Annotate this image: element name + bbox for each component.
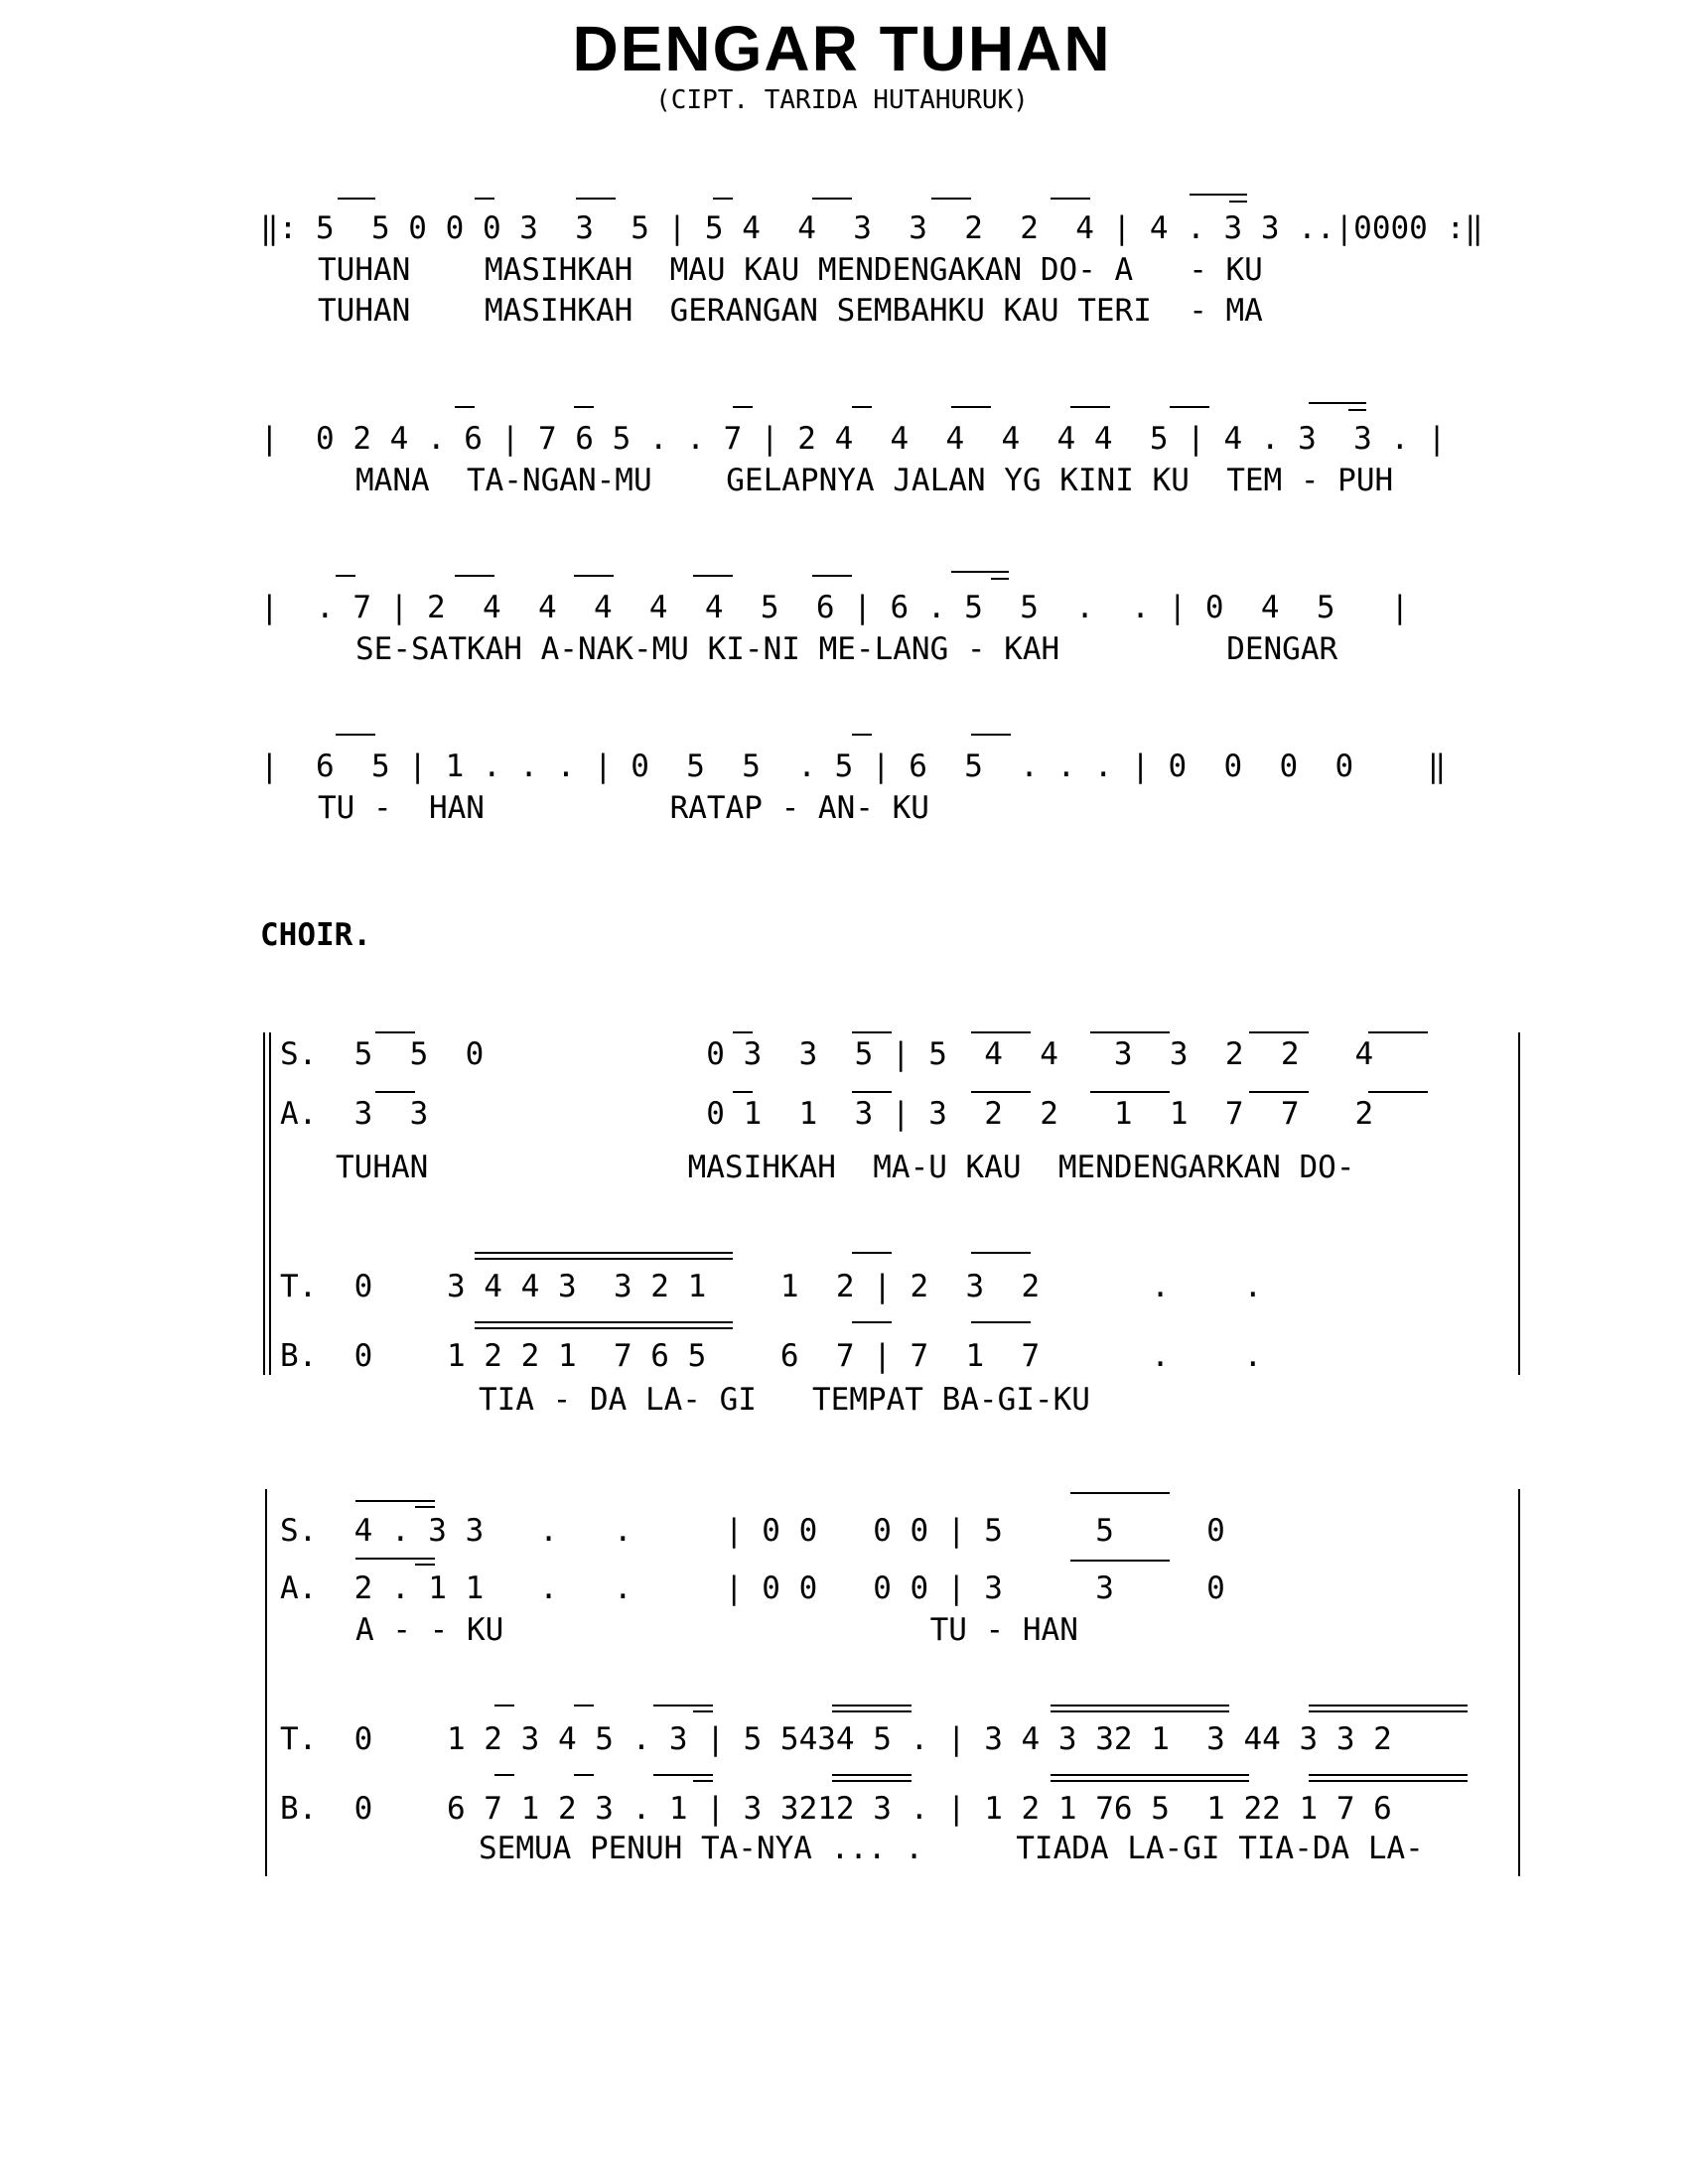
melody-line-1 bbox=[260, 195, 1483, 329]
melody-line-4-notes: | 6 5 | 1 . . . | 0 5 5 . 5 | 6 5 . . . | 0 0 0 0 ‖ bbox=[260, 749, 1447, 784]
melody-line-4-lyric: TU - HAN RATAP - AN- KU bbox=[318, 790, 929, 826]
choir-system-2 bbox=[266, 1489, 1519, 1876]
bass-part-1: B. 0 1 2 2 1 7 6 5 6 7 | 7 1 7 . . bbox=[280, 1338, 1263, 1374]
alto-part-1: A. 3 3 0 1 1 3 | 3 2 2 1 1 7 7 2 bbox=[280, 1096, 1374, 1132]
melody-line-2 bbox=[260, 403, 1446, 498]
melody-line-3 bbox=[260, 572, 1409, 667]
melody-line-2-beams bbox=[455, 403, 1366, 410]
bass-part-2: B. 0 6 7 1 2 3 . 1 | 3 3212 3 . | 1 2 1 76 5 1 22 1 7 6 bbox=[280, 1791, 1392, 1827]
choir-lyric-2b: SEMUA PENUH TA-NYA ... . TIADA LA-GI TIA-DA LA- bbox=[479, 1831, 1424, 1866]
alto-part-2: A. 2 . 1 1 . . | 0 0 0 0 | 3 3 0 bbox=[280, 1570, 1225, 1606]
song-title: DENGAR TUHAN bbox=[572, 13, 1112, 84]
melody-line-3-beams bbox=[336, 572, 1009, 579]
choir-lyric-1a-text: TUHAN MASIHKAH MA-U KAU MENDENGARKAN DO- bbox=[336, 1150, 1355, 1185]
melody-line-1-lyric-1: TUHAN MASIHKAH MAU KAU MENDENGAKAN DO- A - KU bbox=[318, 252, 1263, 288]
choir-heading: CHOIR. bbox=[260, 917, 371, 953]
melody-line-3-lyric: SE-SATKAH A-NAK-MU KI-NI ME-LANG - KAH DENGAR bbox=[355, 631, 1338, 667]
composer-credit: (CIPT. TARIDA HUTAHURUK) bbox=[655, 85, 1029, 115]
choir-lyric-2a: A - - KU TU - HAN bbox=[355, 1612, 1078, 1648]
melody-line-1-beams bbox=[338, 195, 1247, 202]
tenor-part-2: T. 0 1 2 3 4 5 . 3 | 5 5434 5 . | 3 4 3 32 1 3 44 3 3 2 bbox=[280, 1721, 1392, 1757]
melody-line-1-lyric-2: TUHAN MASIHKAH GERANGAN SEMBAHKU KAU TERI - MA bbox=[318, 293, 1263, 329]
melody-line-3-notes: | . 7 | 2 4 4 4 4 4 5 6 | 6 . 5 5 . . | 0 4 5 | bbox=[260, 590, 1410, 625]
choir-lyric-1b: TIA - DA LA- GI TEMPAT BA-GI-KU bbox=[479, 1382, 1090, 1418]
melody-line-2-notes: | 0 2 4 . 6 | 7 6 5 . . 7 | 2 4 4 4 4 4 4 5 | 4 . 3 3 . | bbox=[260, 421, 1447, 457]
choir-system-1 bbox=[264, 1032, 1519, 1418]
soprano-part-1: S. 5 5 0 0 3 3 5 | 5 4 4 3 3 2 2 4 bbox=[280, 1036, 1374, 1072]
melody-line-1-notes: ‖: 5 5 0 0 0 3 3 5 | 5 4 4 3 3 2 2 4 | 4 . 3 3 ..|0000 :‖ bbox=[260, 210, 1483, 246]
melody-line-2-lyric: MANA TA-NGAN-MU GELAPNYA JALAN YG KINI KU TEM - PUH bbox=[355, 463, 1394, 498]
choir-lyric-1a bbox=[280, 1150, 1355, 1185]
melody-line-4 bbox=[260, 735, 1446, 826]
tenor-part-1: T. 0 3 4 4 3 3 2 1 1 2 | 2 3 2 . . bbox=[280, 1269, 1263, 1304]
soprano-part-2: S. 4 . 3 3 . . | 0 0 0 0 | 5 5 0 bbox=[280, 1513, 1225, 1549]
